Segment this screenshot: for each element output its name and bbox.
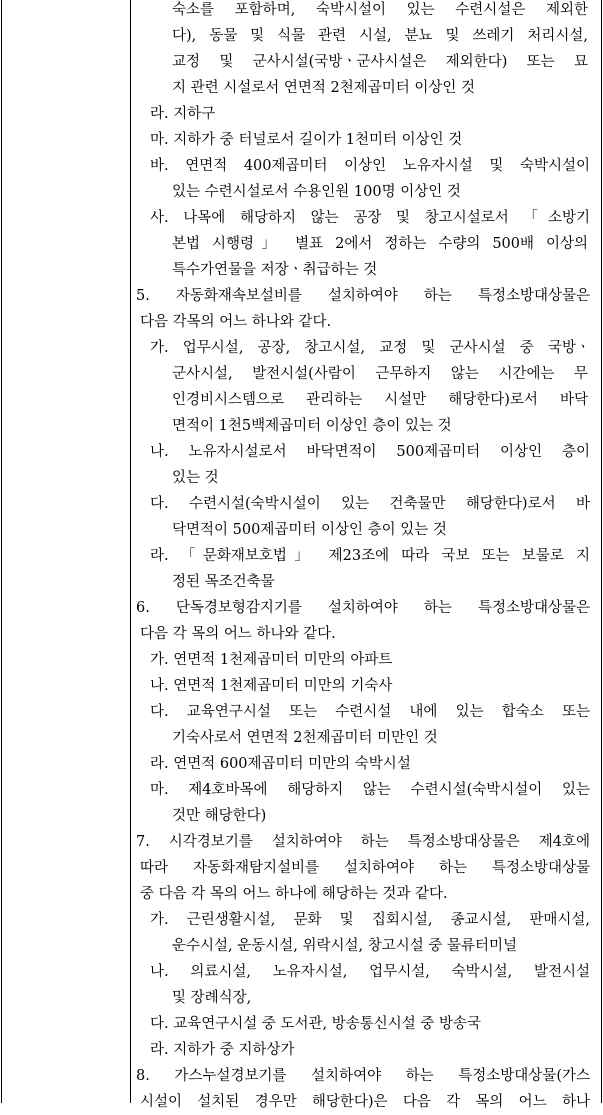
list-item-ra: 라. 연면적 600제곱미터 미만의 숙박시설: [150, 756, 411, 772]
list-item-na: 나. 노유자시설로서 바닥면적이 500제곱미터 이상인 층이: [150, 444, 590, 460]
text-line: 정된 목조건축물: [172, 574, 275, 590]
list-item-ga: 가. 근린생활시설, 문화 및 집회시설, 종교시설, 판매시설,: [150, 912, 590, 928]
text-line: 다), 동물 및 식물 관련 시설, 분뇨 및 쓰레기 처리시설,: [172, 28, 588, 44]
list-item-ga: 가. 연면적 1천제곱미터 미만의 아파트: [150, 652, 393, 668]
list-item-na: 나. 연면적 1천제곱미터 미만의 기숙사: [150, 678, 393, 694]
list-item-da: 다. 수련시설(숙박시설이 있는 건축물만 해당한다)로서 바: [150, 496, 590, 512]
text-line: 본법 시행령」 별표 2에서 정하는 수량의 500배 이상의: [172, 236, 588, 252]
right-border: [601, 0, 602, 1103]
list-item-ra: 라. 지하가 중 지하상가: [150, 1042, 295, 1058]
text-line: 닥면적이 500제곱미터 이상인 층이 있는 것: [172, 522, 447, 538]
text-line: 군사시설, 발전시설(사람이 근무하지 않는 시간에는 무: [172, 366, 588, 382]
text-line: 특수가연물을 저장ㆍ취급하는 것: [172, 262, 378, 278]
text-line: 교정 및 군사시설(국방ㆍ군사시설은 제외한다) 또는 묘: [172, 54, 588, 70]
list-item-sa: 사. 나목에 해당하지 않는 공장 및 창고시설로서 「소방기: [150, 210, 590, 226]
text-line: 다음 각목의 어느 하나와 같다.: [140, 314, 332, 330]
left-border: [1, 0, 2, 1103]
column-divider: [130, 0, 131, 1103]
text-line: 시설이 설치된 경우만 해당한다)은 다음 각 목의 어느 하나: [140, 1094, 590, 1110]
text-line: 및 장례식장,: [172, 990, 252, 1006]
list-item-da: 다. 교육연구시설 또는 수련시설 내에 있는 합숙소 또는: [150, 704, 590, 720]
text-line: 기숙사로서 연면적 2천제곱미터 미만인 것: [172, 730, 438, 746]
list-item-ma: 마. 제4호바목에 해당하지 않는 수련시설(숙박시설이 있는: [150, 782, 590, 798]
text-line: 지 관련 시설로서 연면적 2천제곱미터 이상인 것: [172, 80, 476, 96]
section-6-heading: 6. 단독경보형감지기를 설치하여야 하는 특정소방대상물은: [136, 600, 590, 616]
text-line: 것만 해당한다): [172, 808, 267, 824]
text-line: 중 다음 각 목의 어느 하나에 해당하는 것과 같다.: [140, 886, 448, 902]
section-5-heading: 5. 자동화재속보설비를 설치하여야 하는 특정소방대상물은: [136, 288, 590, 304]
text-line: 면적이 1천5백제곱미터 이상인 층이 있는 것: [172, 418, 452, 434]
text-line: 있는 것: [172, 470, 219, 486]
text-line: 숙소를 포함하며, 숙박시설이 있는 수련시설은 제외한: [172, 2, 588, 18]
list-item-na: 나. 의료시설, 노유자시설, 업무시설, 숙박시설, 발전시설: [150, 964, 590, 980]
text-line: 인경비시스템으로 관리하는 시설만 해당한다)로서 바닥: [172, 392, 588, 408]
section-7-heading: 7. 시각경보기를 설치하여야 하는 특정소방대상물은 제4호에: [136, 834, 590, 850]
list-item-ba: 바. 연면적 400제곱미터 이상인 노유자시설 및 숙박시설이: [150, 158, 590, 174]
list-item-ra: 라. 「문화재보호법」 제23조에 따라 국보 또는 보물로 지: [150, 548, 590, 564]
text-line: 다음 각 목의 어느 하나와 같다.: [140, 626, 336, 642]
section-8-heading: 8. 가스누설경보기를 설치하여야 하는 특정소방대상물(가스: [136, 1068, 590, 1084]
text-line: 따라 자동화재탐지설비를 설치하여야 하는 특정소방대상물: [140, 860, 590, 876]
list-item-ma: 마. 지하가 중 터널로서 길이가 1천미터 이상인 것: [150, 132, 463, 148]
list-item-da: 다. 교육연구시설 중 도서관, 방송통신시설 중 방송국: [150, 1016, 482, 1032]
text-line: 있는 수련시설로서 수용인원 100명 이상인 것: [172, 184, 461, 200]
list-item-ga: 가. 업무시설, 공장, 창고시설, 교정 및 군사시설 중 국방ㆍ: [150, 340, 590, 356]
list-item-ra: 라. 지하구: [150, 106, 216, 122]
text-line: 운수시설, 운동시설, 위락시설, 창고시설 중 물류터미널: [172, 938, 518, 954]
